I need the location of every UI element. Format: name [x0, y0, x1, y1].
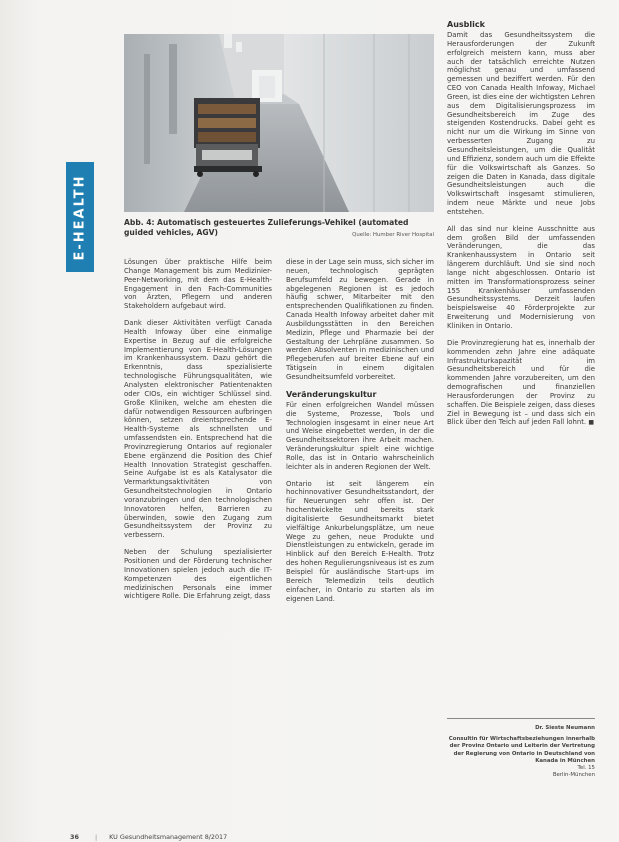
- paragraph: Dank dieser Aktivitäten verfügt Canada Health Infoway über eine einmalige Expertise in Bezug auf die erfolgreiche Implementierung von E-Health-Lösungen im Krankenhaussystem. Dazu gehört die Erkenntnis, dass spezialisierte technologische Führungsqualitäten, wie Analysten elektronischer Patientenakten oder CIOs, ein wichtiger Schlüssel sind. Große Kliniken, welche am ehesten die dafür notwendigen Ressourcen aufbringen können, setzen dreientsprechende E-Health-Systeme als schnellsten und umfassendsten ein. Entsprechend hat die Provinzregierung Ontarios auf regionaler Ebene ergänzend die Position des Chief Health Innovation Strategist geschaffen. Seine Aufgabe ist es als Katalysator die Vermarktungsaktivitäten von Gesundheitstechnologien in Ontario voranzubringen und den technologischen Innovatoren helfen, Barrieren zu überwinden, sowie den Zugang zum Gesundheitssystem der Provinz zu verbessern.: [124, 319, 272, 540]
- agv-vehicle: [194, 98, 262, 177]
- paragraph: All das sind nur kleine Ausschnitte aus dem großen Bild der umfassenden Veränderungen, die das Krankenhaussystem in Ontario seit längerem durchläuft. Und sie sind noch lange nicht abgeschlossen. Ontario ist mitten im Transformationsprozess seiner 155 Krankenhäuser umfassenden Gesundheitssystems. Derzeit laufen beispielsweise 40 Förderprojekte zur Erweiterung und Modernisierung von Kliniken in Ontario.: [447, 224, 595, 330]
- figure-caption: [124, 218, 434, 238]
- author-bio: Consultin für Wirtschaftsbeziehungen innerhalb der Provinz Ontario und Leiterin der Vertretung der Regierung von Ontario in Deutschland von Kanada in München: [448, 736, 595, 764]
- text-column-1: [124, 258, 272, 609]
- paragraph: diese in der Lage sein muss, sich sicher im neuen, technologisch geprägten Berufsumfeld zu bewegen. Gerade in abgelegenen Regionen ist es jedoch häufig schwer, Mitarbeiter mit den entsprechenden Qualifikationen zu finden. Canada Health Infoway arbeitet daher mit Ausbildungsstätten in den Bereichen Medizin, Pflege und Pharmazie bei der Gestaltung der Lehrpläne zusammen. So werden Absolventen in medizinischen und Pflegeberufen auf breiter Ebene auf ein Tätigsein in einem digitalen Gesundheitsumfeld vorbereitet.: [286, 258, 434, 381]
- author-box: [447, 718, 595, 779]
- caption-label: Abb. 4:: [124, 218, 155, 227]
- author-tel: Tel. 15: [577, 765, 595, 772]
- author-name: Dr. Sieste Neumann: [535, 725, 595, 731]
- page-number: 36: [70, 833, 79, 841]
- hospital-corridor-image: [124, 34, 434, 212]
- paragraph: Neben der Schulung spezialisierter Positionen und der Förderung technischer Innovationen spielen jedoch auch die IT-Kompetenzen des eigentlichen medizinischen Personals eine immer wichtigere Rolle. Die Erfahrung zeigt, dass: [124, 548, 272, 601]
- caption-text: Automatisch gesteuertes Zulieferungs-Vehikel (automated guided vehicles, AGV): [124, 218, 409, 237]
- divider: [447, 718, 595, 719]
- author-city: Berlin-München: [552, 772, 595, 779]
- photo-credit: Quelle: Humber River Hospital: [352, 232, 434, 238]
- publication-name: KU Gesundheitsmanagement 8/2017: [109, 833, 228, 841]
- paragraph-text: Die Provinzregierung hat es, innerhalb der kommenden zehn Jahre eine adäquate Infrastrukturkapazität im Gesundheitsbereich und für die kommenden Jahre vorzubereiten, um den demografischen und finanziellen Herausforderungen der Provinz zu schaffen. Die Beispiele zeigen, dass dieses Ziel in Bewegung ist – und dass sich ein Blick über den Teich auf jeden Fall lohnt.: [447, 338, 595, 427]
- footer-separator: |: [94, 833, 98, 841]
- section-heading: Veränderungskultur: [286, 389, 377, 399]
- page-footer: [70, 833, 227, 841]
- section-heading: Ausblick: [447, 20, 485, 29]
- agv-photo: [124, 34, 434, 212]
- paragraph: Ontario ist seit längerem ein hochinnovativer Gesundheitsstandort, der für Neuerungen sehr offen ist. Der hochentwickelte und bereits stark digitalisierte Gesundheitsmarkt bietet vielfältige Ankurbelungsplätze, um neue Wege zu gehen, neue Produkte und Dienstleistungen zu entwickeln, gerade im Hinblick auf den Bereich E-Health. Trotz des hohen Regulierungsniveaus ist es zum Beispiel für ausländische Start-ups im Bereich Telemedizin teils deutlich einfacher, in Ontario zu starten als im eigenen Land.: [286, 479, 434, 603]
- text-column-2: [286, 258, 434, 611]
- paragraph: Lösungen über praktische Hilfe beim Change Management bis zum Medizinier-Peer-Networking, mit dem das E-Health-Engagement in den Fach-Communities von Ärzten, Pflegern und anderen Stakeholdern aufgebaut wird.: [124, 258, 272, 311]
- section-tab-label: E-HEALTH: [72, 174, 88, 260]
- text-column-3: [447, 20, 595, 436]
- paragraph: Damit das Gesundheitssystem die Herausforderungen der Zukunft erfolgreich meistern kann, muss aber auch der tatsächlich erreichte Nutzen möglichst genau und umfassend gemessen und beziffert werden. Für den CEO von Canada Health Infoway, Michael Green, ist dies eine der wichtigsten Lehren aus dem Digitalisierungsprozess im Gesundheitsbereich im Zuge des steigenden Kostendrucks. Dabei geht es nicht nur um die Wirkung im Sinne von verbesserten Zugang zu Gesundheitsleistungen, um die Qualität und Effizienz, sondern auch um die Effekte für die Volkswirtschaft als Ganzes. So zeigen die Daten in Kanada, dass digitale Gesundheitsleistungen auch die Volkswirtschaft insgesamt stimulieren, indem neue Märkte und neue Jobs entstehen.: [447, 31, 595, 216]
- section-tab: [66, 162, 94, 272]
- end-mark-icon: ■: [588, 419, 594, 427]
- paragraph: Für einen erfolgreichen Wandel müssen die Systeme, Prozesse, Tools und Technologien insgesamt in einer neue Art und Weise eingebettet werden, in der die Gesundheitssektoren ihre Arbeit machen. Veränderungskultur spielt eine wichtige Rolle, das ist in Ontario wahrscheinlich leichter als in anderen Regionen der Welt.: [286, 400, 434, 471]
- paragraph: [447, 339, 595, 428]
